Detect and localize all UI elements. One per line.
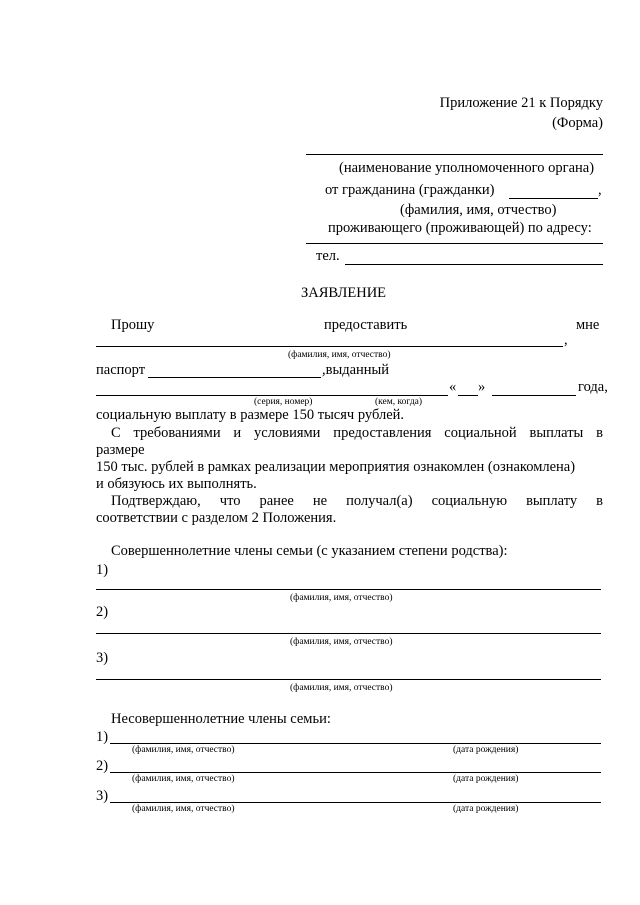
tel-line[interactable] <box>345 264 603 265</box>
passport-label: паспорт <box>96 362 146 378</box>
quote-open: « <box>449 379 457 395</box>
adult-member-line[interactable] <box>96 633 601 634</box>
requirements-line-4: и обязуюсь их выполнять. <box>96 476 257 492</box>
org-name-line[interactable] <box>306 154 603 155</box>
form-label: (Форма) <box>552 115 603 131</box>
requirements-line-2: размере <box>96 442 145 458</box>
word-prosh: Прошу <box>111 317 155 333</box>
minor-member-date-caption: (дата рождения) <box>453 804 519 814</box>
minor-members-heading: Несовершеннолетние члены семьи: <box>111 711 331 727</box>
minor-member-date-caption: (дата рождения) <box>453 745 519 755</box>
issued-by-line[interactable] <box>96 395 448 396</box>
requirements-line-1: С требованиями и условиями предоставления социальной выплаты в <box>111 425 603 441</box>
passport-number-line[interactable] <box>148 377 321 378</box>
issue-day-line[interactable] <box>458 395 478 396</box>
adult-members-heading: Совершеннолетние члены семьи (с указанием степени родства): <box>111 543 508 559</box>
adult-member-line[interactable] <box>96 589 601 590</box>
org-name-caption: (наименование уполномоченного органа) <box>339 160 595 176</box>
minor-member-caption: (фамилия, имя, отчество) <box>132 804 235 814</box>
applicant-comma: , <box>564 332 568 348</box>
adult-member-caption: (фамилия, имя, отчество) <box>290 683 393 693</box>
minor-member-caption: (фамилия, имя, отчество) <box>132 745 235 755</box>
issued-label: ,выданный <box>322 362 390 378</box>
document-title: ЗАЯВЛЕНИЕ <box>301 285 387 301</box>
by-whom-caption: (кем, когда) <box>375 397 423 407</box>
issue-month-line[interactable] <box>492 395 576 396</box>
minor-member-line[interactable] <box>110 802 601 803</box>
minor-member-number: 1) <box>96 729 109 745</box>
applicant-name-line[interactable] <box>96 346 563 347</box>
quote-close: » <box>478 379 486 395</box>
residing-label: проживающего (проживающей) по адресу: <box>328 220 592 236</box>
minor-member-number: 3) <box>96 788 109 804</box>
from-citizen-label: от гражданина (гражданки) <box>325 182 495 198</box>
adult-member-number: 3) <box>96 650 109 666</box>
minor-member-date-caption: (дата рождения) <box>453 774 519 784</box>
minor-member-caption: (фамилия, имя, отчество) <box>132 774 235 784</box>
applicant-fio-caption: (фамилия, имя, отчество) <box>288 350 391 360</box>
citizen-comma: , <box>598 182 602 198</box>
tel-label: тел. <box>316 248 340 264</box>
payment-statement: социальную выплату в размере 150 тысяч рублей. <box>96 407 405 423</box>
minor-member-number: 2) <box>96 758 109 774</box>
word-predostavit: предоставить <box>324 317 408 333</box>
adult-member-caption: (фамилия, имя, отчество) <box>290 593 393 603</box>
word-mne: мне <box>576 317 600 333</box>
confirmation-line-1: Подтверждаю, что ранее не получал(а) социальную выплату в <box>111 493 603 509</box>
annex-label: Приложение 21 к Порядку <box>439 95 603 111</box>
adult-member-number: 2) <box>96 604 109 620</box>
confirmation-line-2: соответствии с разделом 2 Положения. <box>96 510 337 526</box>
adult-member-line[interactable] <box>96 679 601 680</box>
requirements-line-3: 150 тыс. рублей в рамках реализации мероприятия ознакомлен (ознакомлена) <box>96 459 576 475</box>
citizen-fio-caption: (фамилия, имя, отчество) <box>400 202 557 218</box>
adult-member-caption: (фамилия, имя, отчество) <box>290 637 393 647</box>
minor-member-line[interactable] <box>110 743 601 744</box>
adult-member-number: 1) <box>96 562 109 578</box>
year-label: года, <box>578 379 608 395</box>
citizen-name-line[interactable] <box>509 198 598 199</box>
minor-member-line[interactable] <box>110 772 601 773</box>
series-number-caption: (серия, номер) <box>254 397 313 407</box>
address-line[interactable] <box>306 243 603 244</box>
